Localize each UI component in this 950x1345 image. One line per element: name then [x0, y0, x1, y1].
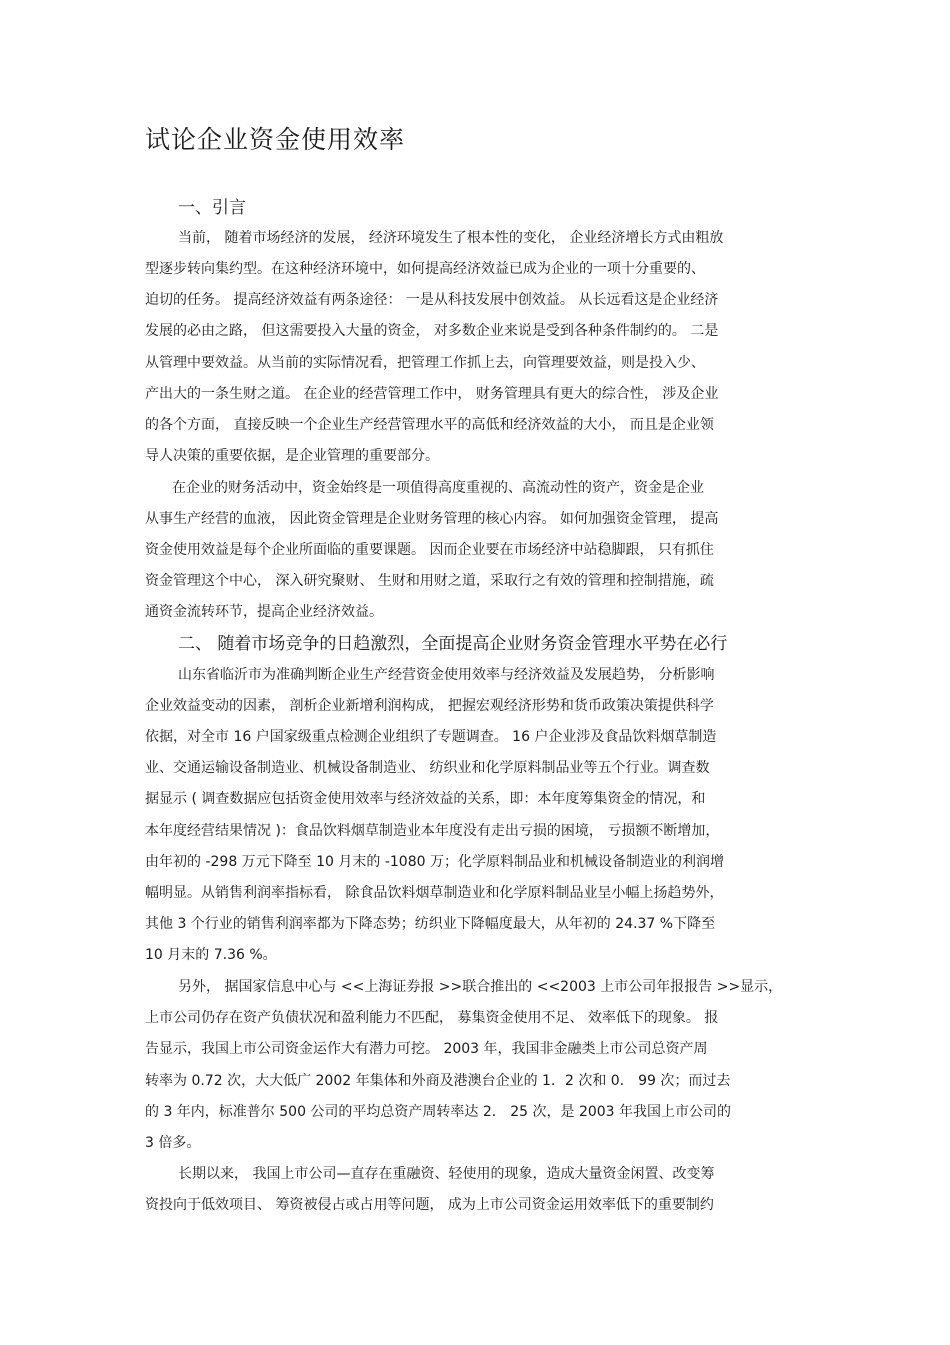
paragraph-line: 本年度经营结果情况 )：食品饮料烟草制造业本年度没有走出亏损的困境， 亏损额不断增加， [145, 823, 720, 839]
paragraph-line: 企业效益变动的因素， 剖析企业新增利润构成， 把握宏观经济形势和货币政策决策提供科学 [145, 698, 714, 714]
paragraph-line: 业、交通运输设备制造业、机械设备制造业、 纺织业和化学原料制品业等五个行业。调查数 [145, 760, 710, 776]
paragraph-line: 迫切的任务。 提高经济效益有两条途径： 一是从科技发展中创效益。 从长远看这是企业经济 [145, 292, 719, 308]
paragraph-line: 资金管理这个中心， 深入研究聚财、 生财和用财之道，采取行之有效的管理和控制措施，疏 [145, 573, 714, 589]
paragraph-line: 通资金流转环节，提高企业经济效益。 [145, 604, 383, 620]
paragraph-line: 从事生产经营的血液， 因此资金管理是企业财务管理的核心内容。 如何加强资金管理， 提高 [145, 511, 719, 527]
paragraph-line: 资投向于低效项目、 筹资被侵占或占用等问题， 成为上市公司资金运用效率低下的重要制约 [145, 1197, 714, 1213]
paragraph-line: 在企业的财务活动中，资金始终是一项值得高度重视的、高流动性的资产，资金是企业 [172, 480, 704, 496]
document-title: 试论企业资金使用效率 [145, 125, 406, 154]
paragraph-line: 从管理中要效益。从当前的实际情况看，把管理工作抓上去，向管理要效益，则是投入少、 [145, 355, 705, 371]
paragraph-line: 由年初的 -298 万元下降至 10 月末的 -1080 万；化学原料制品业和机械设备制造业的利润增 [145, 854, 724, 870]
paragraph-line: 告显示，我国上市公司资金运作大有潜力可挖。 2003 年，我国非金融类上市公司总资产周 [145, 1041, 708, 1057]
paragraph-line: 当前， 随着市场经济的发展， 经济环境发生了根本性的变化， 企业经济增长方式由粗放 [178, 230, 724, 246]
paragraph-line: 3 倍多。 [145, 1135, 201, 1151]
paragraph-line: 产出大的一条生财之道。 在企业的经营管理工作中， 财务管理具有更大的综合性， 涉及企业 [145, 386, 719, 402]
paragraph-line: 转率为 0.72 次，大大低广 2002 年集体和外商及港澳台企业的 1．2 次和 0． 99 次；而过去 [145, 1073, 731, 1089]
paragraph-line: 另外， 据国家信息中心与 <<上海证券报 >>联合推出的 <<2003 上市公司年报报告 >>显示， [178, 979, 783, 995]
paragraph-line: 幅明显。从销售利润率指标看， 除食品饮料烟草制造业和化学原料制品业呈小幅上扬趋势外， [145, 885, 724, 901]
paragraph-line: 型逐步转向集约型。在这种经济环境中，如何提高经济效益已成为企业的一项十分重要的、 [145, 261, 705, 277]
section-heading-2: 二、 随着市场竞争的日趋激烈，全面提高企业财务资金管理水平势在必行 [178, 634, 728, 654]
paragraph-line: 的各个方面， 直接反映一个企业生产经营管理水平的高低和经济效益的大小， 而且是企业领 [145, 417, 714, 433]
paragraph-line: 据显示 ( 调查数据应包括资金使用效率与经济效益的关系，即：本年度筹集资金的情况，和 [145, 791, 706, 807]
paragraph-line: 资金使用效益是每个企业所面临的重要课题。 因而企业要在市场经济中站稳脚跟， 只有抓住 [145, 542, 714, 558]
paragraph-line: 依据，对全市 16 户国家级重点检测企业组织了专题调查。 16 户企业涉及食品饮料烟草制造 [145, 729, 717, 745]
paragraph-line: 导人决策的重要依据，是企业管理的重要部分。 [145, 448, 439, 464]
paragraph-line: 其他 3 个行业的销售利润率都为下降态势；纺织业下降幅度最大，从年初的 24.37 %下降至 [145, 916, 716, 932]
paragraph-line: 山东省临沂市为准确判断企业生产经营资金使用效率与经济效益及发展趋势， 分析影响 [178, 667, 715, 683]
paragraph-line: 10 月末的 7.36 %。 [145, 947, 277, 963]
paragraph-line: 上市公司仍存在资产负债状况和盈利能力不匹配， 募集资金使用不足、 效率低下的现象。 报 [145, 1010, 719, 1026]
paragraph-line: 长期以来， 我国上市公司—直存在重融资、轻使用的现象，造成大量资金闲置、改变筹 [178, 1166, 715, 1182]
paragraph-line: 的 3 年内，标准普尔 500 公司的平均总资产周转率达 2． 25 次，是 2003 年我国上市公司的 [145, 1104, 732, 1120]
section-heading-introduction: 一、引言 [178, 198, 246, 218]
paragraph-line: 发展的必由之路， 但这需要投入大量的资金， 对多数企业来说是受到各种条件制约的。 二是 [145, 323, 719, 339]
